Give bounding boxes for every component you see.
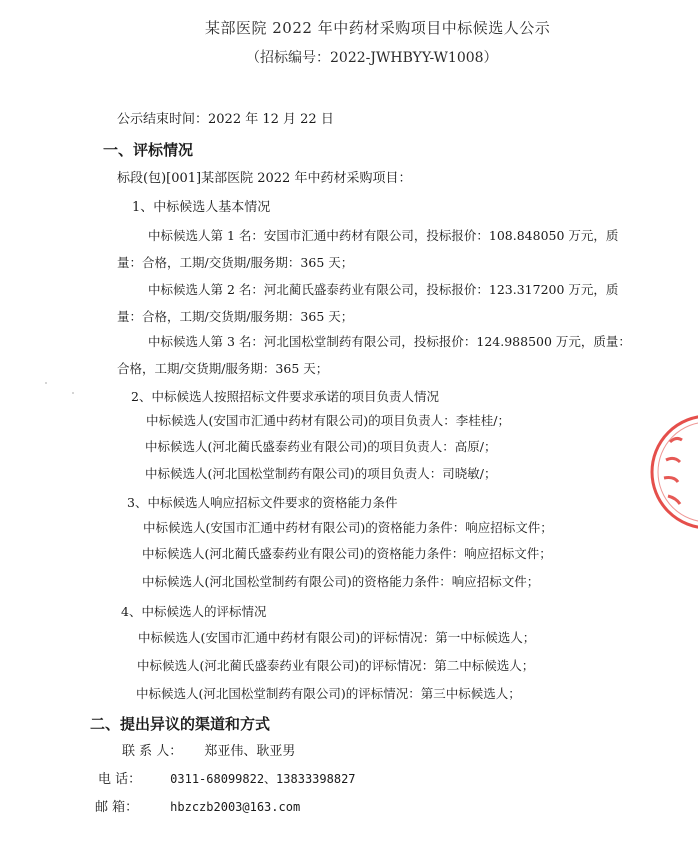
project-manager-3: 中标候选人(河北国松堂制药有限公司)的项目负责人：司晓敏/；	[145, 466, 497, 481]
project-manager-2: 中标候选人(河北蔺氏盛泰药业有限公司)的项目负责人：高原/；	[145, 439, 497, 454]
email-label: 邮 箱：	[95, 800, 139, 815]
contact-value: 郑亚伟、耿亚男	[204, 744, 296, 759]
qualification-1: 中标候选人(安国市汇通中药材有限公司)的资格能力条件：响应招标文件；	[143, 520, 553, 535]
subheading-evaluation: 4、中标候选人的评标情况	[121, 604, 267, 619]
evaluation-3: 中标候选人(河北国松堂制药有限公司)的评标情况：第三中标候选人；	[136, 686, 521, 701]
phone-row	[98, 773, 356, 786]
qualification-2: 中标候选人(河北蔺氏盛泰药业有限公司)的资格能力条件：响应招标文件；	[142, 546, 552, 561]
subheading-basic-info: 1、中标候选人基本情况	[132, 200, 271, 215]
scan-speck	[72, 392, 74, 394]
evaluation-2: 中标候选人(河北蔺氏盛泰药业有限公司)的评标情况：第二中标候选人；	[137, 658, 535, 673]
candidate-1-line-1: 中标候选人第 1 名：安国市汇通中药材有限公司，投标报价：108.848050 万元，质	[148, 228, 619, 243]
subheading-qualification: 3、中标候选人响应招标文件要求的资格能力条件	[127, 495, 398, 510]
tender-number: （招标编号：2022-JWHBYY-W1008）	[246, 50, 498, 66]
contact-label: 联 系 人：	[122, 744, 183, 759]
section-heading-evaluation: 一、评标情况	[103, 141, 194, 159]
project-manager-1: 中标候选人(安国市汇通中药材有限公司)的项目负责人：李桂桂/；	[146, 413, 510, 428]
candidate-2-line-2: 量：合格，工期/交货期/服务期：365 天；	[117, 309, 354, 324]
candidate-3-line-2: 合格，工期/交货期/服务期：365 天；	[117, 361, 329, 376]
qualification-3: 中标候选人(河北国松堂制药有限公司)的资格能力条件：响应招标文件；	[142, 574, 540, 589]
email-row	[95, 801, 300, 814]
scan-speck	[45, 382, 47, 384]
contact-row	[122, 745, 295, 758]
section-heading-objection: 二、提出异议的渠道和方式	[90, 715, 271, 733]
phone-label: 电 话：	[98, 772, 142, 787]
candidate-1-line-2: 量：合格，工期/交货期/服务期：365 天；	[117, 255, 354, 270]
document-title: 某部医院 2022 年中药材采购项目中标候选人公示	[205, 19, 551, 37]
official-seal-stamp	[648, 412, 698, 532]
candidate-3-line-1: 中标候选人第 3 名：河北国松堂制药有限公司，投标报价：124.988500 万元，质量：	[148, 334, 631, 349]
notice-end-time: 公示结束时间：2022 年 12 月 22 日	[117, 112, 334, 127]
phone-value: 0311-68099822、13833398827	[170, 772, 356, 786]
evaluation-1: 中标候选人(安国市汇通中药材有限公司)的评标情况：第一中标候选人；	[138, 630, 536, 645]
email-value: hbzczb2003@163.com	[170, 800, 301, 814]
candidate-2-line-1: 中标候选人第 2 名：河北蔺氏盛泰药业有限公司，投标报价：123.317200 万元，质	[148, 282, 619, 297]
lot-description: 标段(包)[001]某部医院 2022 年中药材采购项目：	[117, 171, 412, 186]
subheading-project-manager: 2、中标候选人按照招标文件要求承诺的项目负责人情况	[131, 389, 439, 404]
